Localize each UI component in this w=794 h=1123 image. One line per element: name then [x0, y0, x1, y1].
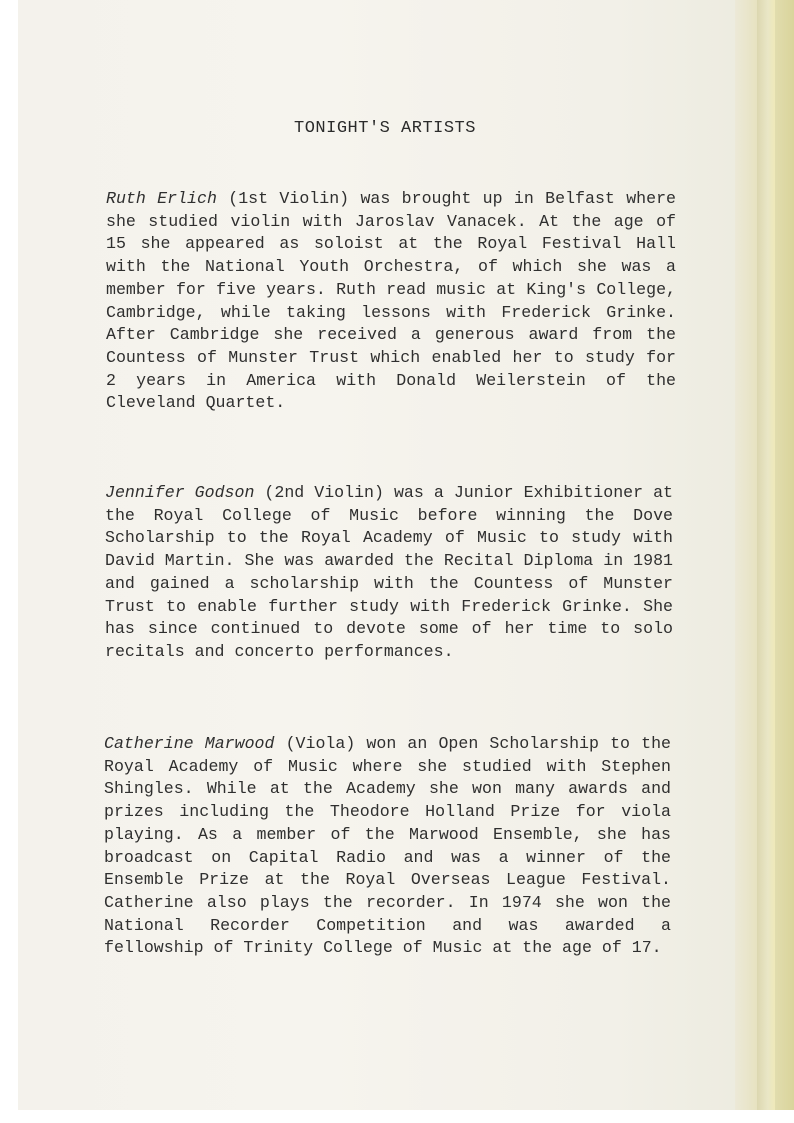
artist-name: Catherine Marwood	[104, 734, 275, 753]
artist-bio-text: (Viola) won an Open Scholarship to the Royal Academy of Music where she studied with Stephen Shingles. While at the Academy she won many awards and prizes including the Theodore Holland Prize for viola playing. As a member of the Marwood Ensemble, she has broadcast on Capital Radio and was a winner of the Ensemble Prize at the Royal Overseas League Festival. Catherine also plays the recorder. In 1974 she won the National Recorder Competition and was awarded a fellowship of Trinity College of Music at the age of 17.	[104, 734, 671, 958]
next-page-edge	[757, 0, 775, 1123]
artist-bio-jennifer-godson	[105, 482, 673, 664]
artist-bio-ruth-erlich	[106, 188, 676, 415]
background-strip	[0, 1110, 794, 1123]
artist-name: Ruth Erlich	[106, 189, 217, 208]
artist-name: Jennifer Godson	[105, 483, 255, 502]
artist-bio-catherine-marwood	[104, 733, 671, 960]
artist-bio-text: (2nd Violin) was a Junior Exhibitioner at the Royal College of Music before winning the Dove Scholarship to the Royal Academy of Music to study with David Martin. She was awarded the Recital Diploma in 1981 and gained a scholarship with the Countess of Munster Trust to enable further study with Frederick Grinke. She has since continued to devote some of her time to solo recitals and concerto performances.	[105, 483, 673, 661]
page-title: TONIGHT'S ARTISTS	[294, 119, 476, 138]
artist-bio-text: (1st Violin) was brought up in Belfast where she studied violin with Jaroslav Vanacek. At the age of 15 she appeared as soloist at the Royal Festival Hall with the National Youth Orchestra, of which she was a member for five years. Ruth read music at King's College, Cambridge, while taking lessons with Frederick Grinke. After Cambridge she received a generous award from the Countess of Munster Trust which enabled her to study for 2 years in America with Donald Weilerstein of the Cleveland Quartet.	[106, 189, 676, 413]
